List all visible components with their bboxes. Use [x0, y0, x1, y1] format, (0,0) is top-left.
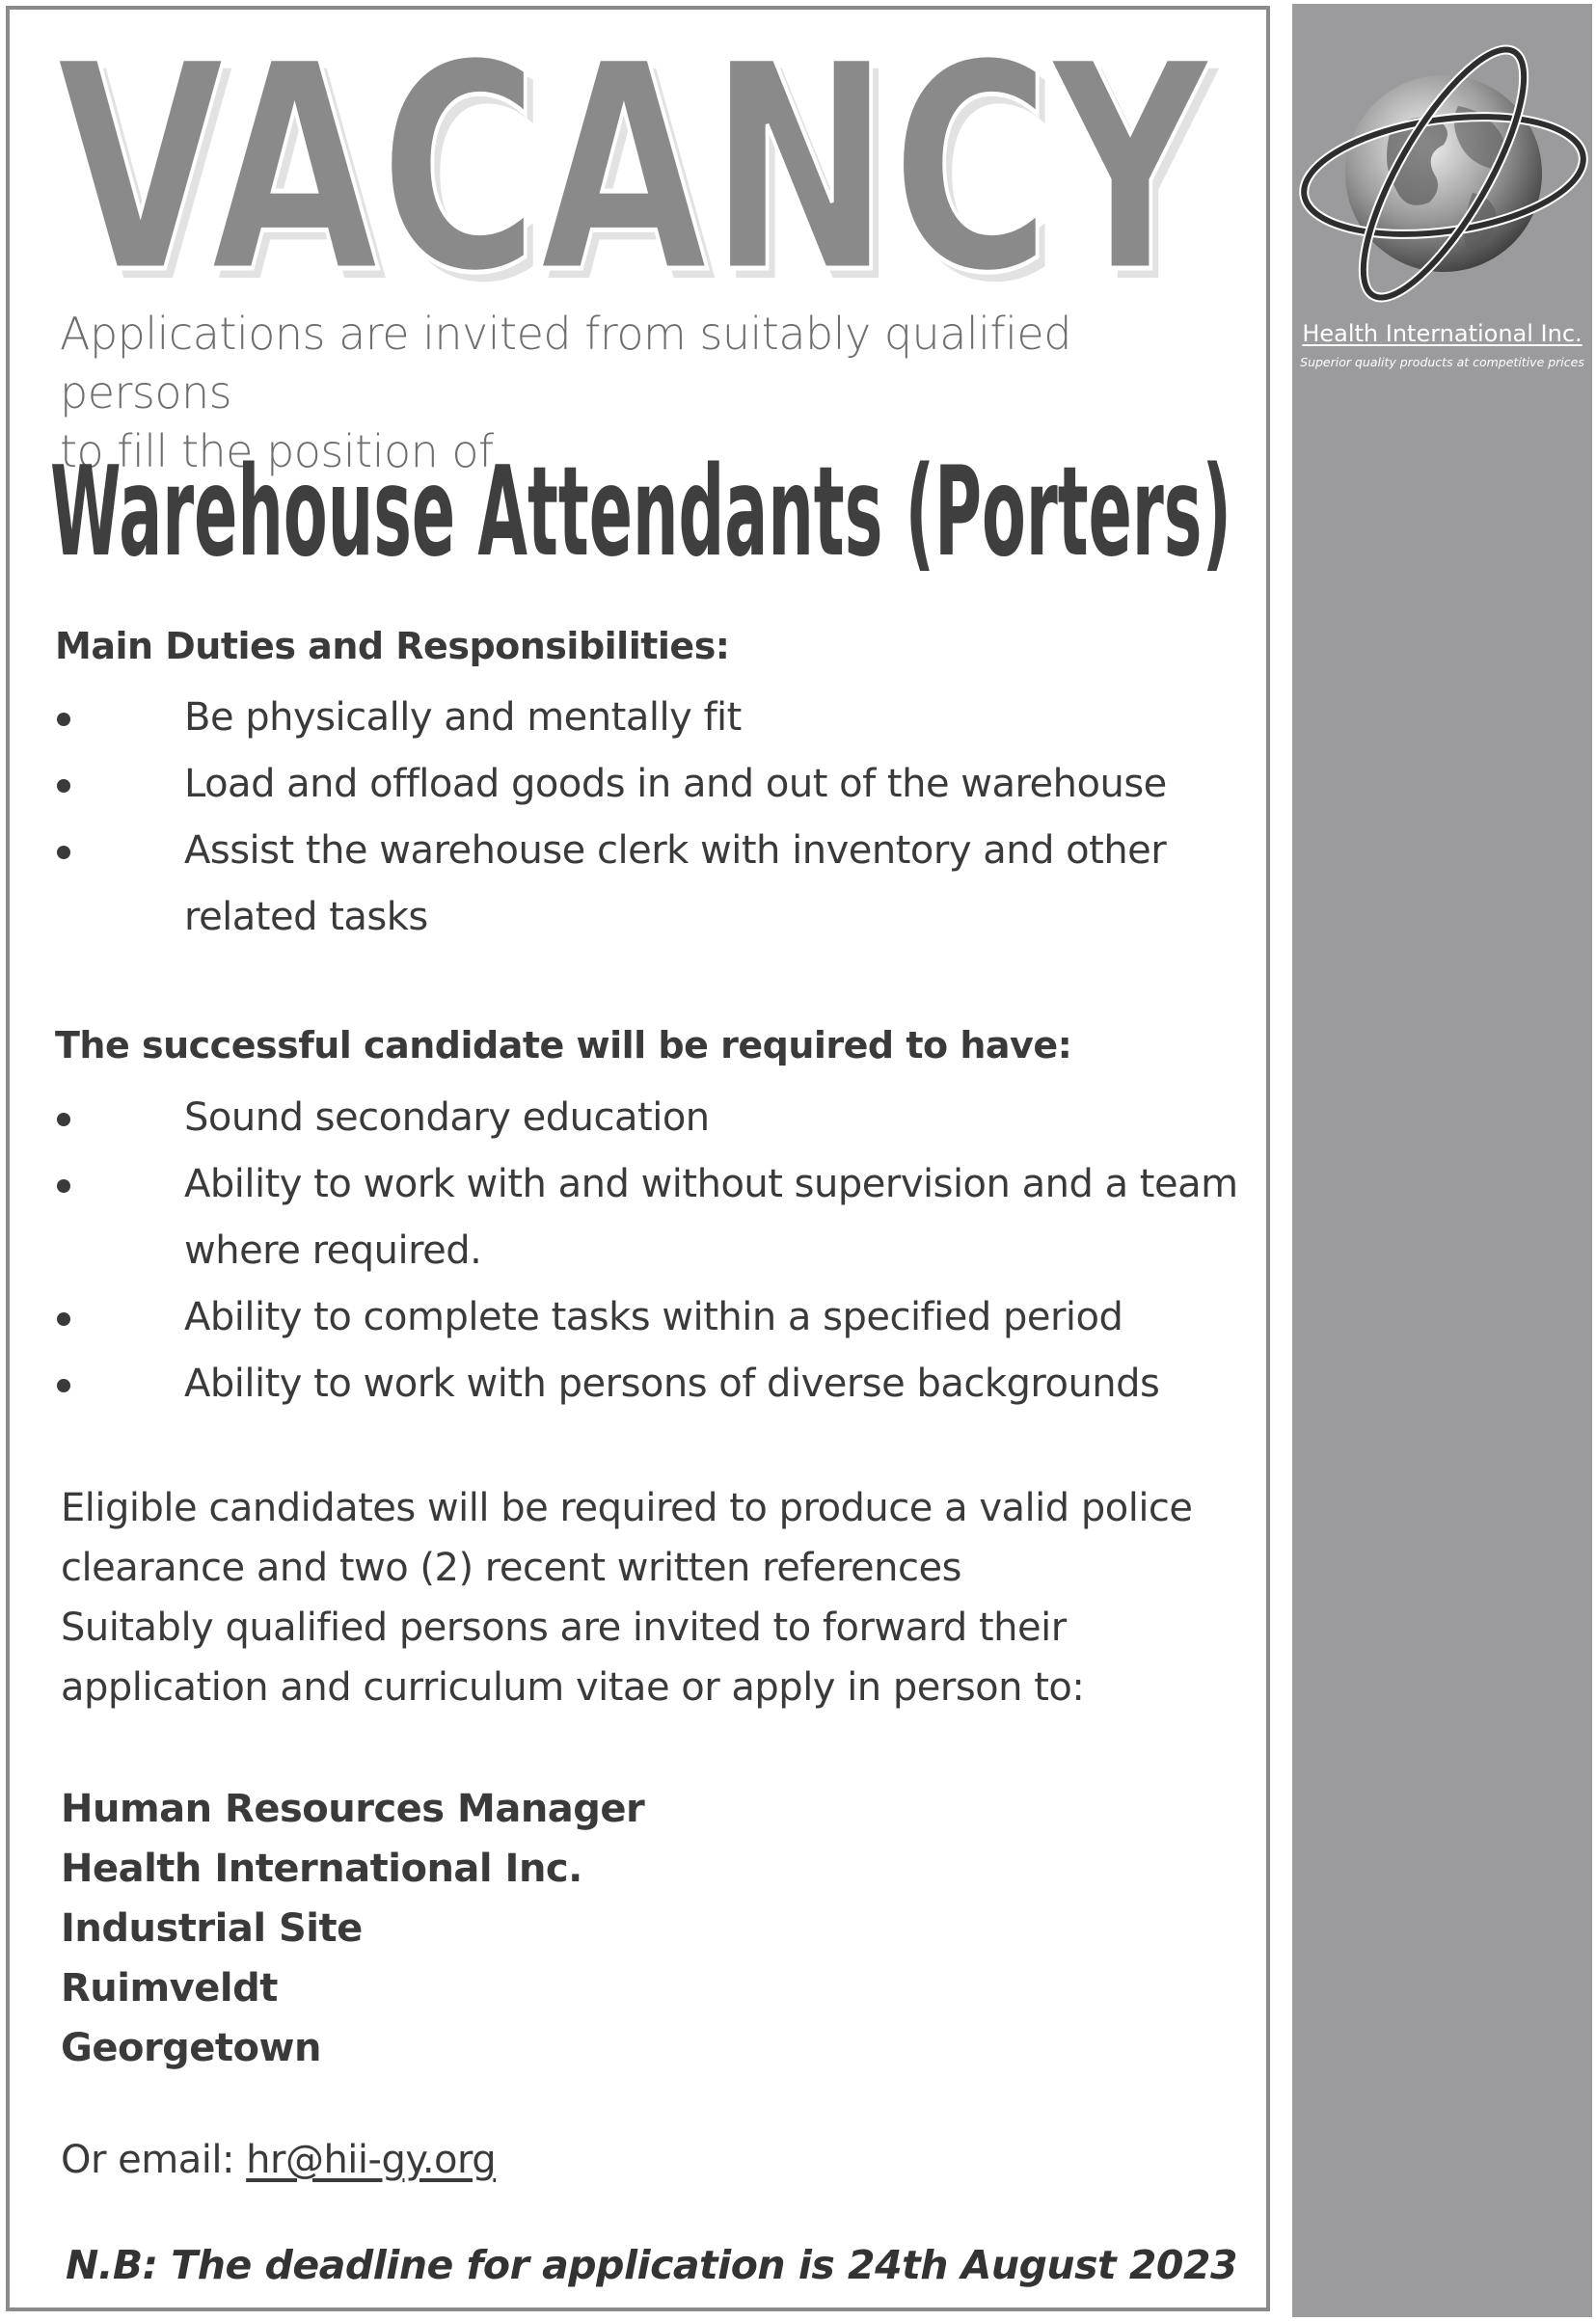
requirement-item: Ability to complete tasks within a specified period [55, 1284, 1260, 1351]
requirements-list [55, 1085, 1260, 1417]
duties-title: Main Duties and Responsibilities: [55, 625, 730, 667]
postal-address [61, 1779, 1025, 2078]
eligibility-line-1: Eligible candidates will be required to produce a valid police [61, 1486, 1193, 1530]
duty-item: Be physically and mentally fit [55, 685, 1260, 751]
requirement-item: Sound secondary education [55, 1085, 1260, 1151]
address-line-2: Health International Inc. [61, 1847, 582, 1891]
position-title [50, 424, 1265, 588]
requirement-item: Ability to work with and without supervision and a team where required. [55, 1151, 1260, 1284]
vacancy-title-text: VACANCY [56, 19, 1212, 309]
duties-list [55, 685, 1260, 951]
address-line-5: Georgetown [61, 2026, 321, 2070]
address-line-4: Ruimveldt [61, 1966, 278, 2011]
position-title-text: Warehouse Attendants (Porters) [50, 441, 1231, 584]
requirements-title: The successful candidate will be required to have: [55, 1024, 1072, 1066]
eligibility-line-4: application and curriculum vitae or apply in person to: [61, 1665, 1085, 1710]
deadline-note: N.B: The deadline for application is 24th August 2023 [66, 2242, 1238, 2288]
email-contact [61, 2138, 496, 2182]
sidebar-panel [1292, 4, 1592, 2317]
address-line-1: Human Resources Manager [61, 1787, 645, 1831]
company-logo-name: Health International Inc. [1302, 320, 1582, 347]
vacancy-title-shadow: VACANCY [64, 19, 1220, 309]
intro-line-2: to fill the position of [60, 425, 494, 477]
address-line-3: Industrial Site [61, 1906, 363, 1951]
duty-item: Load and offload goods in and out of the warehouse [55, 751, 1260, 818]
eligibility-line-2: clearance and two (2) recent written references [61, 1546, 961, 1590]
email-link[interactable]: hr@hii-gy.org [246, 2138, 497, 2182]
globe-icon [1299, 29, 1588, 318]
intro-line-1: Applications are invited from suitably qualified persons [60, 308, 1071, 418]
eligibility-line-3: Suitably qualified persons are invited to forward their [61, 1606, 1067, 1650]
requirement-item: Ability to work with persons of diverse backgrounds [55, 1351, 1260, 1417]
company-tagline: Superior quality products at competitive prices [1300, 355, 1584, 369]
email-label: Or email: [61, 2138, 247, 2182]
eligibility-text [61, 1478, 1257, 1717]
vacancy-title [48, 19, 1244, 309]
duty-item: Assist the warehouse clerk with inventory and other related tasks [55, 818, 1260, 951]
